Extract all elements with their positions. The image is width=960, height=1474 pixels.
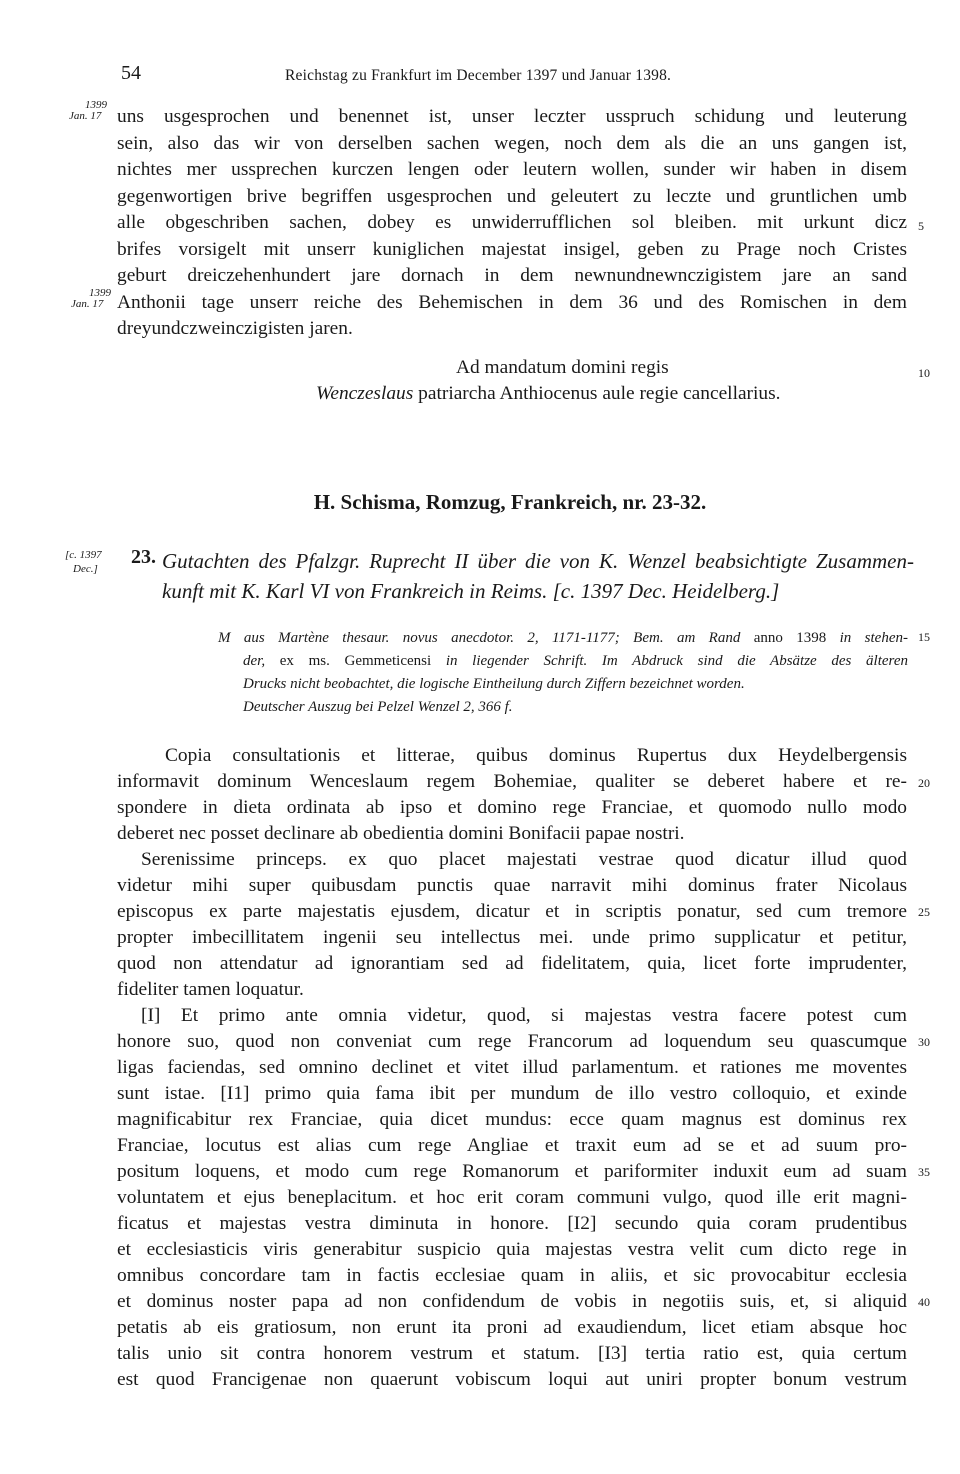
signatory-name: Wenczeslaus [316, 383, 414, 404]
text-line: Franciae, locutus est alias cum rege Angliae et traxit eum ad se et ad suum pro- [117, 1135, 907, 1156]
line-number: 25 [918, 905, 930, 919]
text-line: alle obgeschriben sachen, dobey es unwiderrufflichen sol bleiben. mit urkunt dicz [117, 212, 907, 233]
running-head: Reichstag zu Frankfurt im December 1397 und Januar 1398. [285, 67, 672, 84]
text-line: nichtes mer ussprechen kurczen lengen oder leutern wollen, sunder wir haben in disem [117, 159, 907, 180]
text-line: spondere in dieta ordinata ab ipso et domino rege Franciae, et quomodo nullo modo [117, 797, 907, 818]
text-line: sein, also das wir von derselben sachen wegen, noch dem als die an uns gangen ist, [117, 133, 907, 154]
text-line: Copia consultationis et litterae, quibus dominus Rupertus dux Heydelbergensis [165, 745, 907, 766]
line-number: 10 [918, 366, 930, 380]
note-fragment: ex ms. Gemmeticensi [265, 653, 446, 669]
text-line: uns usgesprochen und benennet ist, unser leczter usspruch schidung und leuterung [117, 106, 907, 127]
text-line: geburt dreiczehenhundert jare dornach in dem newnundnewnczigistem jare an sand [117, 265, 907, 286]
text-line: deberet nec posset declinare ab obedientia domini Bonifacii papae nostri. [117, 823, 685, 844]
text-line: ligas faciendas, sed omnino declinet et vitet illud parlamentum. et rationes me moventes [117, 1057, 907, 1078]
signature-line-1: Ad mandatum domini regis [456, 357, 669, 378]
note-fragment: in stehen- [839, 630, 908, 646]
line-number: 15 [918, 630, 930, 644]
text-line: Anthonii tage unserr reiche des Behemischen in dem 36 und des Romischen in dem [117, 292, 907, 313]
text-line: talis unio sit contra honorem vestrum et statum. [I3] tertia ratio est, quia certum [117, 1343, 907, 1364]
text-line: est quod Francigenae non quaerunt vobiscum loqui aut uniri propter bonum vestrum [117, 1369, 907, 1390]
line-number: 20 [918, 776, 930, 790]
text-line: [I] Et primo ante omnia videtur, quod, si majestas vestra facere potest cum [141, 1005, 907, 1026]
margin-date-day: Jan. 17 [71, 298, 104, 310]
margin-date-3 [65, 548, 102, 576]
text-line: quod non attendatur ad ignorantiam sed ad fidelitatem, quia, licet forte imprudenter, [117, 953, 907, 974]
note-fragment: der, [243, 653, 266, 669]
note-fragment: M aus Martène thesaur. novus anecdotor. 2, 1171-1177; Bem. am Rand [218, 630, 741, 646]
text-line: petatis ab eis gratiosum, non erunt ita proni ad exaudiendum, licet etiam absque hoc [117, 1317, 907, 1338]
text-line: fideliter tamen loquatur. [117, 979, 304, 1000]
margin-date-year: 1399 [85, 99, 107, 111]
text-line: ficatus et majestas vestra diminuta in honore. [I2] secundo quia coram prudentibus [117, 1213, 907, 1234]
margin-date-1 [69, 99, 107, 122]
text-line: et ecclesiasticis viris generabitur suspicio quia majestas vestra velit cum dicto rege in [117, 1239, 907, 1260]
signature-line-2 [316, 383, 781, 405]
text-line: gegenwortigen brive begriffen usgesprochen und geleutert zu leczte und gruntlichen umb [117, 186, 907, 207]
text-line: informavit dominum Wenceslaum regem Bohemiae, qualiter se deberet habere et re- [117, 771, 907, 792]
margin-date-year: [c. 1397 [65, 549, 102, 561]
signatory-title: patriarcha Anthiocenus aule regie cancellarius. [418, 383, 781, 404]
line-number: 30 [918, 1035, 930, 1049]
text-line: et dominus noster papa ad non confidendum de vobis in negotiis suis, et, si aliquid [117, 1291, 907, 1312]
margin-date-year: 1399 [89, 287, 111, 299]
text-line: positum loquens, et modo cum rege Romanorum et pariformiter induxit eum ad suam [117, 1161, 907, 1182]
line-number: 40 [918, 1295, 930, 1309]
line-number: 35 [918, 1165, 930, 1179]
source-note-line: Drucks nicht beobachtet, die logische Eintheilung durch Ziffern bezeichnet worden. [243, 676, 745, 692]
margin-date-day: Dec.] [73, 563, 98, 575]
text-line: honore suo, quod non conveniat cum rege Francorum ad loquendum seu quascumque [117, 1031, 907, 1052]
text-line: propter imbecillitatem ingenii seu intellectus mei. unde primo supplicatur et petitur, [117, 927, 907, 948]
margin-date-day: Jan. 17 [69, 110, 102, 122]
text-line: episcopus ex parte majestatis ejusdem, dicatur et in scriptis ponatur, sed cum tremore [117, 901, 907, 922]
document-title-line: kunft mit K. Karl VI von Frankreich in Reims. [c. 1397 Dec. Heidelberg.] [162, 579, 780, 603]
document-title-line: Gutachten des Pfalzgr. Ruprecht II über die von K. Wenzel beabsichtigte Zusammen- [162, 549, 914, 573]
text-line: omnibus concordare tam in factis ecclesiae quam in aliis, et sic provocabitur ecclesia [117, 1265, 907, 1286]
text-line: sunt istae. [I1] primo quia fama ibit per mundum de illo vestro colloquio, et exinde [117, 1083, 907, 1104]
document-number: 23. [131, 546, 156, 568]
line-number: 5 [918, 219, 924, 233]
source-note-line: Deutscher Auszug bei Pelzel Wenzel 2, 366 f. [243, 699, 513, 715]
note-fragment: in liegender Schrift. Im Abdruck sind die Absätze des älteren [445, 653, 908, 669]
source-note-line [218, 627, 908, 649]
text-line: videtur mihi super quibusdam punctis quae narravit mihi dominus frater Nicolaus [117, 875, 907, 896]
note-fragment: anno 1398 [740, 630, 840, 646]
page-number: 54 [121, 62, 141, 84]
source-note-line [243, 650, 908, 672]
text-line: voluntatem et ejus beneplacitum. et hoc erit coram communi vulgo, quod ille erit magni- [117, 1187, 907, 1208]
text-line: Serenissime princeps. ex quo placet majestati vestrae quod dicatur illud quod [141, 849, 907, 870]
text-line: brifes vorsigelt mit unserr kuniglichen majestat insigel, geben zu Prage noch Cristes [117, 239, 907, 260]
text-line: dreyundczweinczigisten jaren. [117, 318, 353, 339]
text-line: magnificabitur rex Franciae, quia dicet mundus: ecce quam magnus est dominus rex [117, 1109, 907, 1130]
section-heading: H. Schisma, Romzug, Frankreich, nr. 23-32. [313, 490, 707, 514]
margin-date-2 [71, 287, 111, 310]
